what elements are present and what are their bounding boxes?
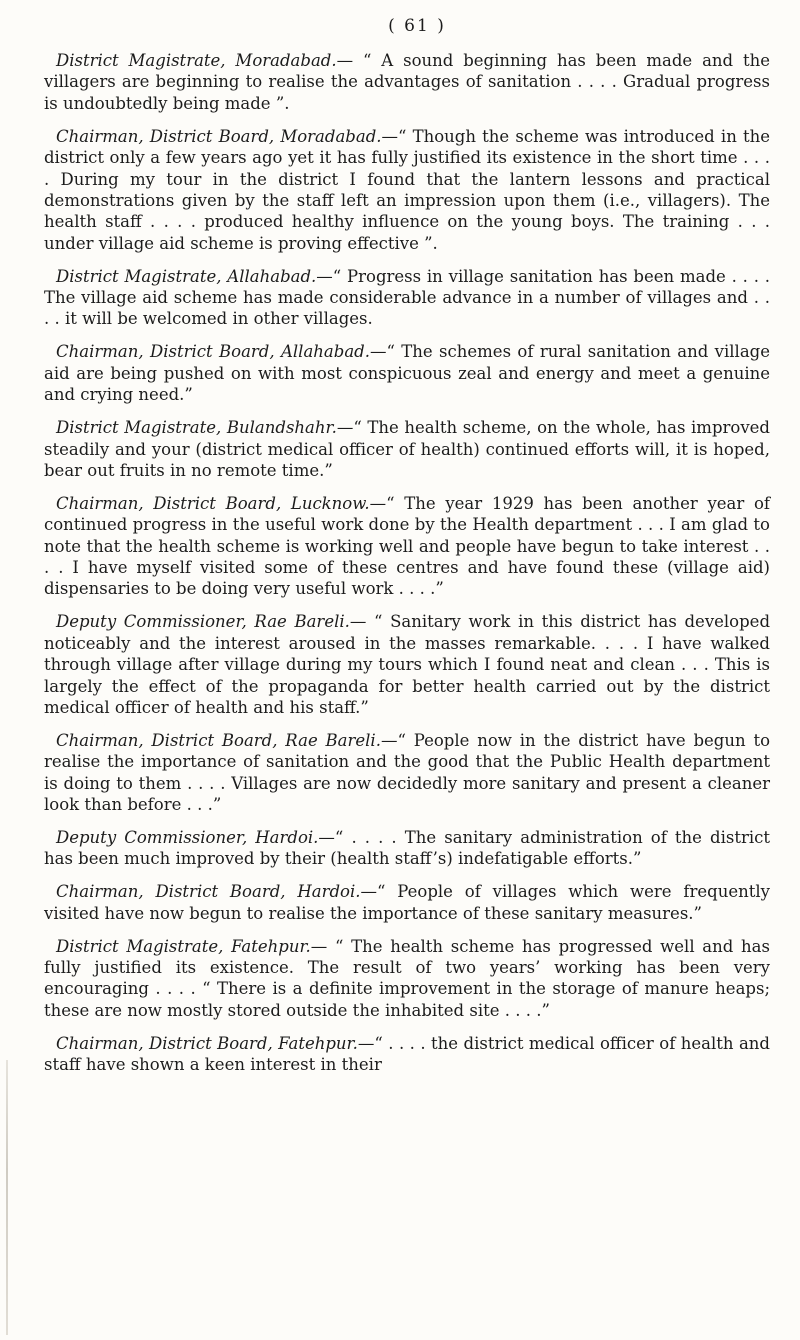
entry-speaker: District Magistrate, Allahabad. xyxy=(56,266,317,286)
entry-speaker: District Magistrate, Fatehpur. xyxy=(56,936,311,956)
entry-speaker: District Magistrate, Bulandshahr. xyxy=(56,418,337,438)
entry-quote: — “ A sound beginning has been made and the villagers are beginning to realise the advantages of sanitation . . . . Gradual progress is undoubtedly being made ”. xyxy=(44,51,771,113)
entry-speaker: Deputy Commissioner, Rae Bareli. xyxy=(56,612,350,632)
report-entry xyxy=(44,341,770,405)
entry-speaker: Chairman, District Board, Allahabad. xyxy=(56,342,370,362)
entry-quote: —“ The health scheme, on the whole, has improved steadily and your (district medical officer of health) continued efforts will, it is hoped, bear out fruits in no remote time.” xyxy=(44,418,770,480)
entry-quote: —“ People of villages which were frequently visited have now begun to realise the importance of these sanitary measures.” xyxy=(44,882,770,923)
entry-quote: — “ The health scheme has progressed well and has fully justified its existence. The result of two years’ working has been very encouraging . . . . “ There is a definite improvement in the storage of manure heaps; these are now mostly stored outside the inhabited site . . . .” xyxy=(44,936,770,1020)
entry-speaker: Chairman, District Board, Lucknow. xyxy=(56,493,370,513)
report-entry xyxy=(44,936,770,1022)
report-entry xyxy=(44,1033,770,1076)
report-entry xyxy=(44,827,770,870)
report-entry xyxy=(44,50,770,114)
entry-quote: — “ Sanitary work in this district has developed noticeably and the interest aroused in the masses remarkable. . . . I have walked through village after village during my tours which I found neat and clean . . . This is largely the effect of the propaganda for better health carried out by the district medical officer of health and his staff.” xyxy=(44,612,771,717)
entry-quote: —“ Though the scheme was introduced in the district only a few years ago yet it has fully justified its existence in the short time . . . . During my tour in the district I found that the lantern lessons and practical demonstrations given by the staff left an impression upon them (i.e., villagers). The health staff . . . . produced healthy influence on the young boys. The training . . . under village aid scheme is proving effective ”. xyxy=(44,126,771,253)
entry-speaker: Deputy Commissioner, Hardoi. xyxy=(56,828,319,847)
report-entry xyxy=(44,881,770,924)
entry-quote: —“ The schemes of rural sanitation and village aid are being pushed on with most conspicuous zeal and energy and meet a genuine and crying need.” xyxy=(44,342,770,405)
report-entries xyxy=(44,50,770,1076)
entry-speaker: Chairman, District Board, Moradabad. xyxy=(56,126,382,146)
report-entry xyxy=(44,611,770,718)
entry-quote: —“ . . . . the district medical officer of health and staff have shown a keen interest in their xyxy=(44,1033,770,1075)
entry-speaker: Chairman, District Board, Fatehpur. xyxy=(56,1033,358,1053)
entry-speaker: District Magistrate, Moradabad. xyxy=(56,51,337,70)
entry-speaker: Chairman, District Board, Hardoi. xyxy=(56,882,361,902)
report-entry xyxy=(44,126,770,254)
report-entry xyxy=(44,730,770,816)
report-entry xyxy=(44,417,770,481)
scan-edge-shadow xyxy=(6,1060,8,1335)
entry-quote: —“ People now in the district have begun to realise the importance of sanitation and the good that the Public Health department is doing to them . . . . Villages are now decidedly more sanitary and present a cleaner look than before . . .” xyxy=(44,730,771,815)
report-entry xyxy=(44,266,770,330)
report-entry xyxy=(44,493,770,600)
entry-quote: —“ Progress in village sanitation has been made . . . . The village aid scheme has made considerable advance in a number of villages and . . . . it will be welcomed in other villages. xyxy=(44,266,770,329)
page-number: ( 61 ) xyxy=(388,16,446,36)
entry-quote: —“ . . . . The sanitary administration of the district has been much improved by their (health staff’s) indefatigable efforts.” xyxy=(44,828,770,869)
entry-speaker: Chairman, District Board, Rae Bareli. xyxy=(56,730,381,750)
entry-quote: —“ The year 1929 has been another year of continued progress in the useful work done by the Health department . . . I am glad to note that the health scheme is working well and people have begun to take interest . . . . I have myself visited some of these centres and have found these (village aid) dispensaries to be doing very useful work . . . .” xyxy=(44,493,770,599)
